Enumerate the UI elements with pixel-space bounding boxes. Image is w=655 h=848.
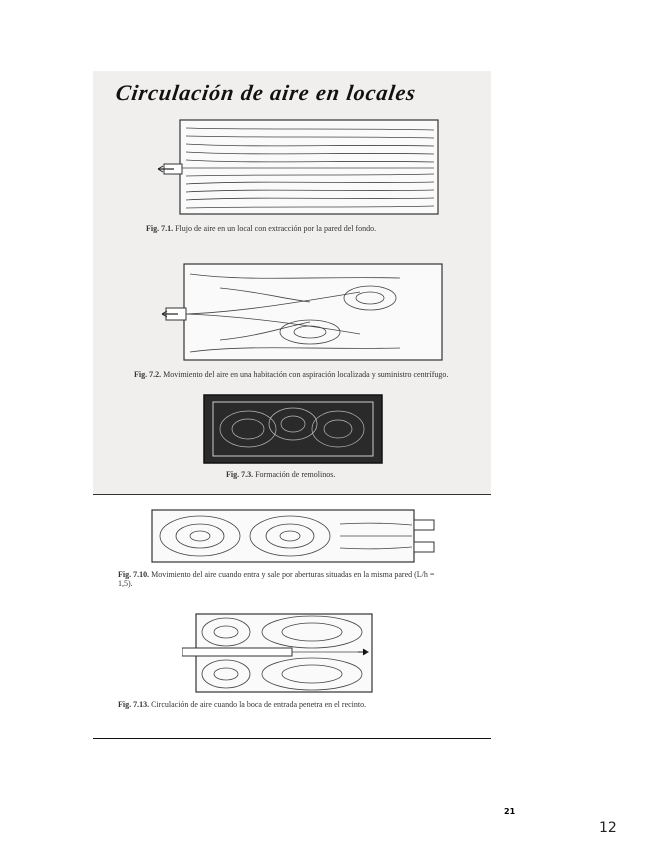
figure-7-10-diagram <box>150 508 440 566</box>
figure-7-10-caption: Fig. 7.10. Movimiento del aire cuando entra y sale por aberturas situadas en la misma pared (L/h = 1,5). <box>118 570 435 588</box>
bottom-rule <box>93 738 491 739</box>
scan-divider <box>93 494 491 495</box>
figure-7-3-caption: Fig. 7.3. Formación de remolinos. <box>226 470 336 479</box>
figure-7-1-diagram <box>156 118 446 218</box>
figure-7-1-caption: Fig. 7.1. Flujo de aire en un local con extracción por la pared del fondo. <box>146 224 377 233</box>
figure-7-13-caption: Fig. 7.13. Circulación de aire cuando la boca de entrada penetra en el recinto. <box>118 700 367 709</box>
footnote-number: 21 <box>504 807 516 816</box>
document-title: Circulación de aire en locales <box>114 80 418 105</box>
figure-7-3-diagram <box>203 394 383 464</box>
figure-7-2-diagram <box>160 262 450 364</box>
page-number: 12 <box>599 820 617 836</box>
figure-7-13-diagram <box>182 612 382 694</box>
figure-7-2-caption: Fig. 7.2. Movimiento del aire en una habitación con aspiración localizada y suministro centrífugo. <box>134 370 449 379</box>
